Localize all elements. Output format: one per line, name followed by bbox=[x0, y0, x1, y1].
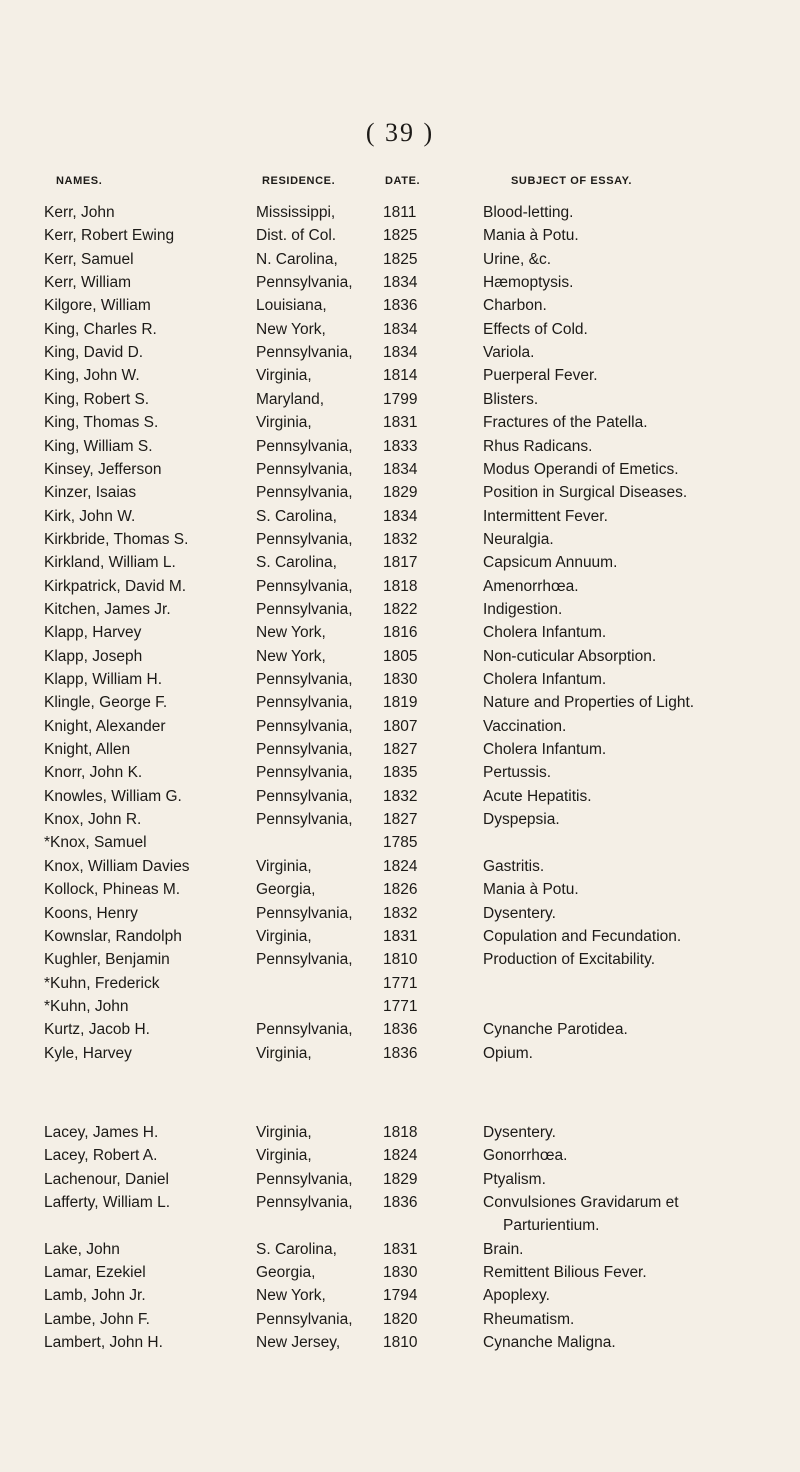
table-row bbox=[0, 879, 800, 901]
table-row bbox=[0, 436, 800, 458]
table-row bbox=[0, 973, 800, 995]
entry-residence: Pennsylvania, bbox=[256, 437, 353, 455]
table-row bbox=[0, 949, 800, 971]
entry-subject: Vaccination. bbox=[483, 717, 567, 735]
table-row bbox=[0, 786, 800, 808]
table-row bbox=[0, 996, 800, 1018]
entry-subject: Neuralgia. bbox=[483, 530, 554, 548]
header-residence: RESIDENCE. bbox=[262, 175, 336, 187]
entry-residence: Pennsylvania, bbox=[256, 694, 353, 712]
entry-name: Kurtz, Jacob H. bbox=[44, 1021, 150, 1039]
entry-date: 1830 bbox=[383, 671, 418, 688]
entry-date: 1834 bbox=[383, 344, 418, 362]
entry-subject: Parturientium. bbox=[503, 1217, 600, 1235]
entry-date: 1831 bbox=[383, 927, 418, 945]
entry-name: Klapp, Joseph bbox=[44, 647, 143, 665]
table-row bbox=[0, 716, 800, 738]
entry-date: 1827 bbox=[383, 811, 418, 829]
table-row bbox=[0, 529, 800, 551]
page-number: ( 39 ) bbox=[365, 118, 435, 147]
table-row bbox=[0, 272, 800, 294]
table-row bbox=[0, 295, 800, 317]
entry-name: Knox, John R. bbox=[44, 811, 142, 829]
entry-name: Knight, Allen bbox=[44, 741, 131, 759]
entry-date: 1826 bbox=[383, 881, 418, 899]
table-row bbox=[0, 926, 800, 948]
entry-subject: Mania à Potu. bbox=[483, 881, 579, 899]
entry-date: 1811 bbox=[383, 204, 417, 221]
entry-subject: Intermittent Fever. bbox=[483, 507, 608, 525]
entry-subject: Blood-letting. bbox=[483, 204, 574, 221]
entry-date: 1834 bbox=[383, 507, 418, 525]
table-row bbox=[0, 459, 800, 481]
entry-date: 1785 bbox=[383, 834, 418, 852]
entry-subject: Fractures of the Patella. bbox=[483, 414, 648, 432]
entry-subject: Modus Operandi of Emetics. bbox=[483, 460, 679, 478]
entry-name: Kownslar, Randolph bbox=[44, 927, 182, 945]
entry-subject: Cynanche Parotidea. bbox=[483, 1021, 628, 1039]
entry-name: Kirkpatrick, David M. bbox=[44, 577, 187, 595]
entry-date: 1829 bbox=[383, 484, 418, 502]
entry-name: Kinsey, Jefferson bbox=[44, 460, 162, 478]
entry-name: Knox, William Davies bbox=[44, 857, 190, 875]
table-row bbox=[0, 762, 800, 784]
entry-residence: Virginia, bbox=[256, 367, 312, 385]
entry-name: Lambert, John H. bbox=[44, 1334, 163, 1352]
entry-subject: Opium. bbox=[483, 1044, 533, 1062]
table-row bbox=[0, 1285, 800, 1307]
entry-residence: Pennsylvania, bbox=[256, 1310, 353, 1328]
entry-name: Lachenour, Daniel bbox=[44, 1170, 169, 1188]
entry-name: Klingle, George F. bbox=[44, 694, 168, 712]
entry-name: Knorr, John K. bbox=[44, 764, 143, 782]
entry-residence: Pennsylvania, bbox=[256, 764, 353, 782]
entry-date: 1824 bbox=[383, 857, 418, 875]
entry-subject: Capsicum Annuum. bbox=[483, 554, 618, 572]
entry-residence: Pennsylvania, bbox=[256, 274, 353, 292]
entry-subject: Effects of Cold. bbox=[483, 320, 588, 338]
table-row bbox=[0, 1145, 800, 1167]
entry-date: 1771 bbox=[383, 974, 418, 992]
entry-residence: Pennsylvania, bbox=[256, 1194, 353, 1212]
table-row bbox=[0, 856, 800, 878]
entry-residence: New York, bbox=[256, 647, 326, 665]
entry-subject: Convulsiones Gravidarum et bbox=[483, 1194, 679, 1212]
entry-residence: New York, bbox=[256, 320, 326, 338]
entry-date: 1831 bbox=[383, 414, 418, 432]
entry-name: Lacey, Robert A. bbox=[44, 1147, 158, 1165]
entry-subject: Cholera Infantum. bbox=[483, 671, 607, 688]
entry-residence: Virginia, bbox=[256, 857, 312, 875]
entry-date: 1834 bbox=[383, 320, 418, 338]
entry-name: Knight, Alexander bbox=[44, 717, 166, 735]
table-row bbox=[0, 1309, 800, 1331]
header-date: DATE. bbox=[385, 175, 421, 187]
entry-name: Kirk, John W. bbox=[44, 507, 136, 525]
table-row bbox=[0, 482, 800, 504]
entry-name: Kerr, Robert Ewing bbox=[44, 227, 175, 245]
entry-residence: Pennsylvania, bbox=[256, 344, 353, 362]
entry-residence: Mississippi, bbox=[256, 204, 336, 221]
table-row bbox=[0, 1019, 800, 1041]
entry-date: 1819 bbox=[383, 694, 418, 712]
table-row bbox=[0, 1215, 800, 1237]
entry-residence: Pennsylvania, bbox=[256, 671, 353, 688]
entry-subject: Urine, &c. bbox=[483, 250, 552, 268]
table-row bbox=[0, 506, 800, 528]
entry-name: Kirkbride, Thomas S. bbox=[44, 530, 189, 548]
entry-name: King, Charles R. bbox=[44, 320, 157, 338]
entry-subject: Blisters. bbox=[483, 390, 539, 408]
entry-subject: Dysentery. bbox=[483, 1124, 556, 1141]
entry-subject: Ptyalism. bbox=[483, 1170, 546, 1188]
table-row bbox=[0, 809, 800, 831]
entry-name: Lacey, James H. bbox=[44, 1124, 159, 1141]
entry-residence: Pennsylvania, bbox=[256, 530, 353, 548]
entry-date: 1820 bbox=[383, 1310, 418, 1328]
entry-residence: Louisiana, bbox=[256, 297, 327, 315]
entry-name: King, John W. bbox=[44, 367, 140, 385]
entry-date: 1830 bbox=[383, 1264, 418, 1282]
entry-name: Kollock, Phineas M. bbox=[44, 881, 181, 899]
entry-name: King, David D. bbox=[44, 344, 144, 362]
entry-residence: New York, bbox=[256, 1287, 326, 1305]
table-row bbox=[0, 903, 800, 925]
entry-date: 1832 bbox=[383, 787, 418, 805]
entry-subject: Acute Hepatitis. bbox=[483, 787, 592, 805]
entry-residence: Georgia, bbox=[256, 881, 316, 899]
entry-name: Klapp, Harvey bbox=[44, 624, 142, 642]
table-row bbox=[0, 412, 800, 434]
entry-date: 1836 bbox=[383, 1021, 418, 1039]
entry-subject: Gonorrhœa. bbox=[483, 1147, 568, 1165]
entry-subject: Puerperal Fever. bbox=[483, 367, 598, 385]
entry-date: 1810 bbox=[383, 951, 418, 969]
entry-residence: S. Carolina, bbox=[256, 1240, 337, 1258]
entry-residence: Virginia, bbox=[256, 1147, 312, 1165]
entry-residence: Pennsylvania, bbox=[256, 1021, 353, 1039]
entry-name: King, Robert S. bbox=[44, 390, 150, 408]
entry-subject: Dysentery. bbox=[483, 904, 556, 922]
table-row bbox=[0, 225, 800, 247]
entry-date: 1829 bbox=[383, 1170, 418, 1188]
entry-date: 1822 bbox=[383, 600, 418, 618]
entry-residence: New Jersey, bbox=[256, 1334, 341, 1352]
entry-name: Kyle, Harvey bbox=[44, 1044, 132, 1062]
entry-subject: Brain. bbox=[483, 1240, 524, 1258]
entry-date: 1833 bbox=[383, 437, 418, 455]
entry-subject: Amenorrhœa. bbox=[483, 577, 579, 595]
entry-date: 1832 bbox=[383, 530, 418, 548]
entry-date: 1799 bbox=[383, 390, 418, 408]
entry-residence: S. Carolina, bbox=[256, 554, 337, 572]
entry-name: Lamb, John Jr. bbox=[44, 1287, 146, 1305]
entry-subject: Charbon. bbox=[483, 297, 547, 315]
table-row bbox=[0, 365, 800, 387]
entry-residence: Pennsylvania, bbox=[256, 787, 353, 805]
entry-name: Kerr, John bbox=[44, 204, 115, 221]
entry-name: *Knox, Samuel bbox=[44, 834, 147, 852]
entry-date: 1818 bbox=[383, 577, 418, 595]
entry-residence: Pennsylvania, bbox=[256, 1170, 353, 1188]
entry-subject: Cholera Infantum. bbox=[483, 624, 607, 642]
entry-date: 1824 bbox=[383, 1147, 418, 1165]
entry-residence: Pennsylvania, bbox=[256, 460, 353, 478]
table-row bbox=[0, 646, 800, 668]
entry-name: Lamar, Ezekiel bbox=[44, 1264, 146, 1282]
entry-residence: Pennsylvania, bbox=[256, 904, 353, 922]
entry-date: 1835 bbox=[383, 764, 418, 782]
table-row bbox=[0, 622, 800, 644]
entry-subject: Dyspepsia. bbox=[483, 811, 560, 829]
entry-subject: Rheumatism. bbox=[483, 1310, 575, 1328]
entry-date: 1836 bbox=[383, 1044, 418, 1062]
entry-subject: Production of Excitability. bbox=[483, 951, 656, 969]
entry-residence: Georgia, bbox=[256, 1264, 316, 1282]
table-row bbox=[0, 552, 800, 574]
entry-residence: Dist. of Col. bbox=[256, 227, 337, 245]
entry-subject: Variola. bbox=[483, 344, 535, 362]
entry-name: *Kuhn, Frederick bbox=[44, 974, 160, 992]
entry-residence: Pennsylvania, bbox=[256, 951, 353, 969]
entry-residence: Virginia, bbox=[256, 1124, 312, 1141]
entry-residence: Virginia, bbox=[256, 414, 312, 432]
entry-name: Kinzer, Isaias bbox=[44, 484, 137, 502]
entry-date: 1805 bbox=[383, 647, 418, 665]
entry-date: 1818 bbox=[383, 1124, 418, 1141]
entry-date: 1834 bbox=[383, 274, 418, 292]
entry-name: King, William S. bbox=[44, 437, 153, 455]
entry-subject: Indigestion. bbox=[483, 600, 563, 618]
entry-date: 1827 bbox=[383, 741, 418, 759]
entry-date: 1816 bbox=[383, 624, 418, 642]
table-row bbox=[0, 389, 800, 411]
table-row bbox=[0, 832, 800, 854]
entry-subject: Pertussis. bbox=[483, 764, 552, 782]
entry-subject: Rhus Radicans. bbox=[483, 437, 593, 455]
table-row bbox=[0, 576, 800, 598]
table-row bbox=[0, 1122, 800, 1144]
entry-subject: Nature and Properties of Light. bbox=[483, 694, 695, 712]
entry-name: Lafferty, William L. bbox=[44, 1194, 171, 1212]
table-row bbox=[0, 202, 800, 224]
entry-date: 1832 bbox=[383, 904, 418, 922]
table-row bbox=[0, 1262, 800, 1284]
entry-residence: Virginia, bbox=[256, 1044, 312, 1062]
entry-residence: Pennsylvania, bbox=[256, 741, 353, 759]
entry-residence: Pennsylvania, bbox=[256, 811, 353, 829]
entry-date: 1831 bbox=[383, 1240, 418, 1258]
entry-residence: S. Carolina, bbox=[256, 507, 337, 525]
entry-residence: Maryland, bbox=[256, 390, 325, 408]
entry-date: 1825 bbox=[383, 250, 418, 268]
entry-residence: Pennsylvania, bbox=[256, 600, 353, 618]
entry-name: Kughler, Benjamin bbox=[44, 951, 170, 969]
entry-name: King, Thomas S. bbox=[44, 414, 159, 432]
entry-residence: N. Carolina, bbox=[256, 250, 338, 268]
entry-date: 1810 bbox=[383, 1334, 418, 1352]
entry-date: 1807 bbox=[383, 717, 418, 735]
entry-name: Kerr, William bbox=[44, 274, 131, 292]
entry-name: Kirkland, William L. bbox=[44, 554, 176, 572]
entry-subject: Gastritis. bbox=[483, 857, 545, 875]
entry-date: 1836 bbox=[383, 1194, 418, 1212]
header-subject: SUBJECT OF ESSAY. bbox=[511, 175, 633, 187]
entry-residence: Virginia, bbox=[256, 927, 312, 945]
entry-date: 1817 bbox=[383, 554, 418, 572]
entry-residence: New York, bbox=[256, 624, 326, 642]
table-row bbox=[0, 1239, 800, 1261]
entry-date: 1834 bbox=[383, 460, 418, 478]
table-row bbox=[0, 342, 800, 364]
entry-name: Lambe, John F. bbox=[44, 1310, 150, 1328]
entry-subject: Remittent Bilious Fever. bbox=[483, 1264, 647, 1282]
table-row bbox=[0, 669, 800, 691]
table-row bbox=[0, 739, 800, 761]
table-row bbox=[0, 599, 800, 621]
entry-residence: Pennsylvania, bbox=[256, 577, 353, 595]
entry-residence: Pennsylvania, bbox=[256, 717, 353, 735]
table-row bbox=[0, 1332, 800, 1354]
entry-date: 1825 bbox=[383, 227, 418, 245]
entry-subject: Position in Surgical Diseases. bbox=[483, 484, 688, 502]
entry-date: 1814 bbox=[383, 367, 418, 385]
entry-name: Knowles, William G. bbox=[44, 787, 182, 805]
entry-subject: Mania à Potu. bbox=[483, 227, 579, 245]
table-row bbox=[0, 249, 800, 271]
table-row bbox=[0, 1169, 800, 1191]
entry-subject: Cholera Infantum. bbox=[483, 741, 607, 759]
table-row bbox=[0, 319, 800, 341]
entry-name: Kerr, Samuel bbox=[44, 250, 134, 268]
entry-subject: Non-cuticular Absorption. bbox=[483, 647, 657, 665]
entry-date: 1771 bbox=[383, 997, 418, 1015]
entry-date: 1794 bbox=[383, 1287, 418, 1305]
entry-date: 1836 bbox=[383, 297, 418, 315]
entry-residence: Pennsylvania, bbox=[256, 484, 353, 502]
table-row bbox=[0, 692, 800, 714]
table-row bbox=[0, 1043, 800, 1065]
entry-name: *Kuhn, John bbox=[44, 997, 129, 1015]
table-row bbox=[0, 1192, 800, 1214]
entry-name: Kilgore, William bbox=[44, 297, 151, 315]
entry-subject: Hæmoptysis. bbox=[483, 274, 574, 292]
entry-name: Koons, Henry bbox=[44, 904, 138, 922]
header-names: NAMES. bbox=[56, 175, 103, 187]
entry-subject: Cynanche Maligna. bbox=[483, 1334, 616, 1352]
entry-subject: Copulation and Fecundation. bbox=[483, 927, 682, 945]
entry-subject: Apoplexy. bbox=[483, 1287, 550, 1305]
entry-name: Lake, John bbox=[44, 1240, 120, 1258]
entry-name: Kitchen, James Jr. bbox=[44, 600, 171, 618]
entry-name: Klapp, William H. bbox=[44, 671, 162, 688]
